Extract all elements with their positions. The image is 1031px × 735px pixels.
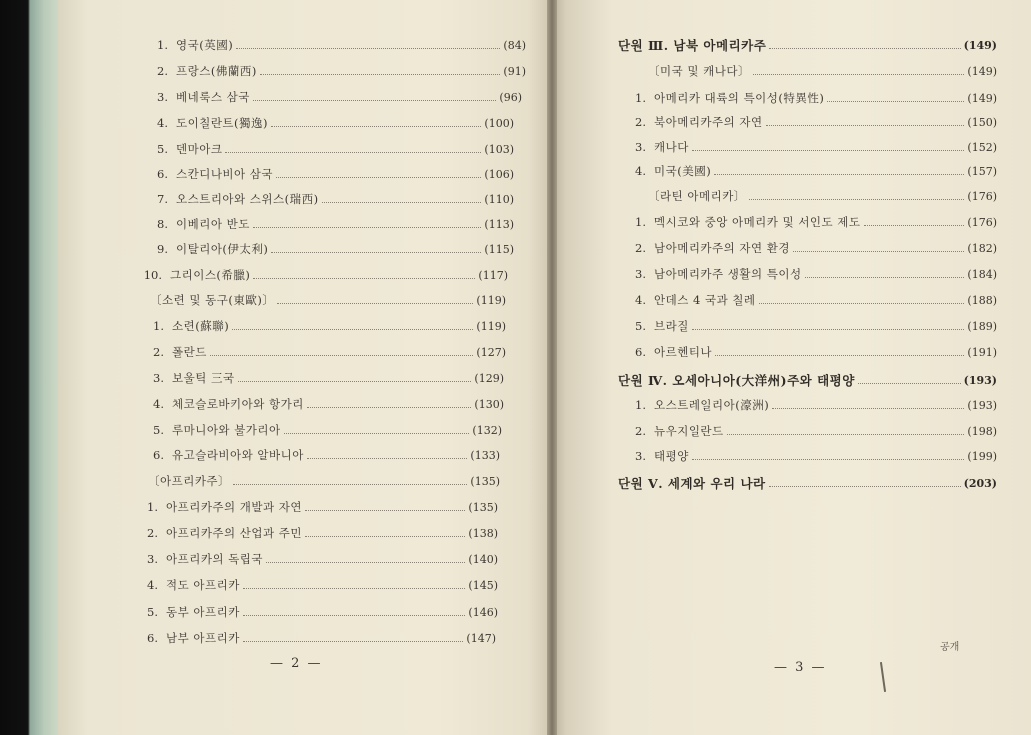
entry-title: 도이칠란트(獨逸) [176, 116, 269, 130]
dot-leader [793, 251, 964, 252]
entry-title: 단원 Ⅲ. 남북 아메리카주 [618, 38, 767, 53]
entry-page-number: (100) [484, 116, 514, 130]
right-toc-entry [624, 111, 997, 133]
left-toc-entry [142, 315, 506, 337]
entry-title: 오스트레일리아(濠洲) [654, 398, 770, 412]
entry-title: 〔미국 및 캐나다〕 [648, 64, 750, 78]
entry-number: 3. [635, 449, 646, 463]
entry-title: 영국(英國) [176, 38, 234, 52]
entry-page-number: (115) [484, 242, 514, 256]
dot-leader [715, 355, 964, 356]
entry-page-number: (147) [466, 631, 496, 645]
entry-number: 7. [157, 192, 168, 206]
dot-leader [243, 615, 466, 616]
entry-number: 2. [635, 115, 646, 129]
entry-page-number: (135) [470, 474, 500, 488]
entry-number: 1. [635, 215, 646, 229]
left-toc-entry [136, 548, 498, 570]
entry-title: 〔아프리카주〕 [148, 474, 231, 488]
right-toc-entry [624, 394, 997, 416]
dot-leader [253, 227, 482, 228]
left-toc-entry [142, 367, 504, 389]
dot-leader [772, 408, 964, 409]
entry-number: 5. [635, 319, 646, 333]
entry-title: 〔라틴 아메리카〕 [648, 189, 746, 203]
entry-page-number: (203) [963, 476, 997, 490]
right-toc-entry [624, 87, 997, 109]
entry-number: 2. [635, 241, 646, 255]
left-toc-entry [142, 444, 500, 466]
entry-page-number: (96) [499, 90, 522, 104]
entry-page-number: (132) [472, 423, 502, 437]
stamp-mark: 공개 [940, 642, 960, 653]
dot-leader [692, 150, 965, 151]
entry-number: 4. [157, 116, 168, 130]
dot-leader [749, 199, 965, 200]
dot-leader [766, 125, 965, 126]
entry-page-number: (146) [468, 605, 498, 619]
entry-number: 5. [157, 142, 168, 156]
right-toc-entry [624, 420, 997, 442]
entry-page-number: (130) [474, 397, 504, 411]
entry-page-number: (84) [503, 38, 526, 52]
entry-page-number: (113) [484, 217, 514, 231]
entry-title: 안데스 4 국과 칠레 [654, 293, 756, 307]
entry-page-number: (184) [967, 267, 997, 281]
entry-title: 아프리카주의 산업과 주민 [166, 526, 303, 540]
dot-leader [277, 303, 473, 304]
entry-title: 이베리아 반도 [176, 217, 250, 231]
right-toc-entry [624, 289, 997, 311]
entry-title: 소련(蘇聯) [172, 319, 230, 333]
left-toc-entry [136, 496, 498, 518]
entry-page-number: (138) [468, 526, 498, 540]
entry-page-number: (149) [967, 64, 997, 78]
entry-number: 1. [153, 319, 164, 333]
entry-number: 2. [147, 526, 158, 540]
entry-number: 6. [635, 345, 646, 359]
entry-number: 6. [153, 448, 164, 462]
entry-number: 1. [635, 91, 646, 105]
entry-title: 남부 아프리카 [166, 631, 240, 645]
entry-page-number: (198) [967, 424, 997, 438]
entry-title: 아프리카의 독립국 [166, 552, 264, 566]
entry-number: 6. [157, 167, 168, 181]
entry-number: 3. [157, 90, 168, 104]
entry-title: 태평양 [654, 449, 689, 463]
entry-page-number: (135) [468, 500, 498, 514]
dot-leader [692, 459, 965, 460]
entry-title: 남아메리카주 생활의 특이성 [654, 267, 802, 281]
left-toc-entry [146, 112, 514, 134]
entry-page-number: (133) [470, 448, 500, 462]
left-page-number: — 2 — [270, 656, 323, 671]
entry-number: 4. [153, 397, 164, 411]
dot-leader [284, 433, 470, 434]
entry-number: 5. [147, 605, 158, 619]
dot-leader [243, 641, 464, 642]
entry-title: 보울틱 三국 [172, 371, 235, 385]
right-toc-entry [624, 445, 997, 467]
left-toc-entry [140, 264, 508, 286]
entry-page-number: (188) [967, 293, 997, 307]
dot-leader [322, 202, 482, 203]
right-page-number: — 3 — [774, 660, 827, 675]
dot-leader [805, 277, 965, 278]
right-page [552, 0, 1031, 735]
left-toc-entry [136, 522, 498, 544]
right-toc-entry [624, 341, 997, 363]
dot-leader [271, 126, 481, 127]
book-edge [0, 0, 58, 735]
entry-title: 브라질 [654, 319, 689, 333]
dot-leader [727, 434, 965, 435]
entry-page-number: (189) [967, 319, 997, 333]
left-toc-entry [146, 188, 514, 210]
dot-leader [753, 74, 964, 75]
entry-number: 2. [153, 345, 164, 359]
entry-page-number: (119) [476, 319, 506, 333]
entry-title: 루마니아와 불가리아 [172, 423, 281, 437]
entry-title: 프랑스(佛蘭西) [176, 64, 257, 78]
left-toc-entry [146, 238, 514, 260]
dot-leader [307, 407, 472, 408]
book-gutter [547, 0, 557, 735]
left-toc-entry [148, 470, 500, 492]
left-toc-entry [150, 289, 506, 311]
dot-leader [232, 329, 473, 330]
entry-page-number: (191) [967, 345, 997, 359]
entry-title: 폴란드 [172, 345, 207, 359]
left-toc-entry [142, 393, 504, 415]
right-toc-entry [624, 315, 997, 337]
entry-page-number: (150) [967, 115, 997, 129]
left-toc-entry [136, 601, 498, 623]
entry-page-number: (182) [967, 241, 997, 255]
left-toc-entry [146, 34, 526, 56]
pen-mark [880, 662, 886, 692]
entry-title: 캐나다 [654, 140, 689, 154]
entry-page-number: (152) [967, 140, 997, 154]
entry-page-number: (91) [503, 64, 526, 78]
dot-leader [236, 48, 500, 49]
dot-leader [266, 562, 465, 563]
dot-leader [271, 252, 481, 253]
dot-leader [305, 510, 465, 511]
dot-leader [243, 588, 466, 589]
dot-leader [238, 381, 472, 382]
entry-page-number: (127) [476, 345, 506, 359]
dot-leader [759, 303, 965, 304]
left-toc-entry [136, 574, 498, 596]
entry-title: 단원 Ⅳ. 오세아니아(大洋州)주와 태평양 [618, 373, 855, 388]
entry-number: 5. [153, 423, 164, 437]
entry-page-number: (176) [967, 215, 997, 229]
entry-number: 2. [635, 424, 646, 438]
entry-title: 스칸디나비아 삼국 [176, 167, 274, 181]
left-toc-entry [146, 163, 514, 185]
entry-page-number: (117) [478, 268, 508, 282]
entry-title: 유고슬라비아와 알바니아 [172, 448, 304, 462]
entry-title: 아메리카 대륙의 특이성(特異性) [654, 91, 825, 105]
entry-page-number: (199) [967, 449, 997, 463]
left-toc-entry [142, 341, 506, 363]
dot-leader [864, 225, 965, 226]
entry-page-number: (140) [468, 552, 498, 566]
entry-title: 〔소련 및 동구(東歐)〕 [150, 293, 275, 307]
entry-number: 4. [147, 578, 158, 592]
left-toc-entry [146, 138, 514, 160]
dot-leader [858, 383, 961, 384]
entry-title: 베네룩스 삼국 [176, 90, 250, 104]
entry-title: 멕시코와 중앙 아메리카 및 서인도 제도 [654, 215, 861, 229]
dot-leader [276, 177, 481, 178]
entry-page-number: (119) [476, 293, 506, 307]
entry-number: 4. [635, 164, 646, 178]
entry-number: 2. [157, 64, 168, 78]
entry-title: 뉴우지일란드 [654, 424, 724, 438]
dot-leader [769, 486, 961, 487]
left-page [58, 0, 552, 735]
entry-number: 1. [157, 38, 168, 52]
dot-leader [769, 48, 960, 49]
entry-number: 1. [635, 398, 646, 412]
entry-page-number: (106) [484, 167, 514, 181]
entry-title: 아프리카주의 개발과 자연 [166, 500, 303, 514]
entry-page-number: (149) [967, 91, 997, 105]
entry-number: 3. [635, 267, 646, 281]
right-toc-entry [618, 472, 997, 494]
left-toc-entry [146, 60, 526, 82]
right-toc-entry [648, 185, 997, 207]
entry-number: 9. [157, 242, 168, 256]
right-toc-entry [624, 160, 997, 182]
dot-leader [253, 100, 497, 101]
entry-page-number: (176) [967, 189, 997, 203]
right-toc-entry [624, 211, 997, 233]
dot-leader [714, 174, 964, 175]
entry-page-number: (193) [963, 373, 997, 387]
dot-leader [260, 74, 501, 75]
entry-title: 덴마아크 [176, 142, 223, 156]
left-toc-entry [142, 419, 502, 441]
left-toc-entry [136, 627, 496, 649]
entry-number: 3. [147, 552, 158, 566]
right-toc-entry [618, 369, 997, 391]
right-toc-entry [624, 237, 997, 259]
entry-number: 4. [635, 293, 646, 307]
entry-page-number: (103) [484, 142, 514, 156]
left-toc-entry [146, 86, 522, 108]
entry-page-number: (193) [967, 398, 997, 412]
entry-number: 1. [147, 500, 158, 514]
entry-title: 동부 아프리카 [166, 605, 240, 619]
right-toc-entry [624, 263, 997, 285]
entry-title: 북아메리카주의 자연 [654, 115, 763, 129]
dot-leader [210, 355, 474, 356]
dot-leader [692, 329, 965, 330]
entry-page-number: (149) [963, 38, 997, 52]
entry-title: 이탈리아(伊太利) [176, 242, 269, 256]
dot-leader [827, 101, 964, 102]
dot-leader [253, 278, 475, 279]
entry-number: 10. [143, 268, 162, 282]
right-toc-entry [618, 34, 997, 56]
entry-title: 체코슬로바키아와 항가리 [172, 397, 304, 411]
dot-leader [307, 458, 468, 459]
right-toc-entry [624, 136, 997, 158]
entry-title: 아르헨티나 [654, 345, 713, 359]
entry-title: 단원 Ⅴ. 세계와 우리 나라 [618, 476, 766, 491]
entry-title: 남아메리카주의 자연 환경 [654, 241, 791, 255]
entry-page-number: (157) [967, 164, 997, 178]
entry-page-number: (145) [468, 578, 498, 592]
dot-leader [305, 536, 465, 537]
entry-title: 적도 아프리카 [166, 578, 240, 592]
right-toc-entry [648, 60, 997, 82]
left-toc-entry [146, 213, 514, 235]
entry-title: 오스트리아와 스위스(瑞西) [176, 192, 319, 206]
entry-number: 3. [635, 140, 646, 154]
dot-leader [233, 484, 467, 485]
dot-leader [225, 152, 481, 153]
entry-number: 6. [147, 631, 158, 645]
entry-title: 미국(美國) [654, 164, 712, 178]
entry-number: 3. [153, 371, 164, 385]
entry-title: 그리이스(希臘) [170, 268, 251, 282]
entry-page-number: (129) [474, 371, 504, 385]
entry-page-number: (110) [484, 192, 514, 206]
entry-number: 8. [157, 217, 168, 231]
